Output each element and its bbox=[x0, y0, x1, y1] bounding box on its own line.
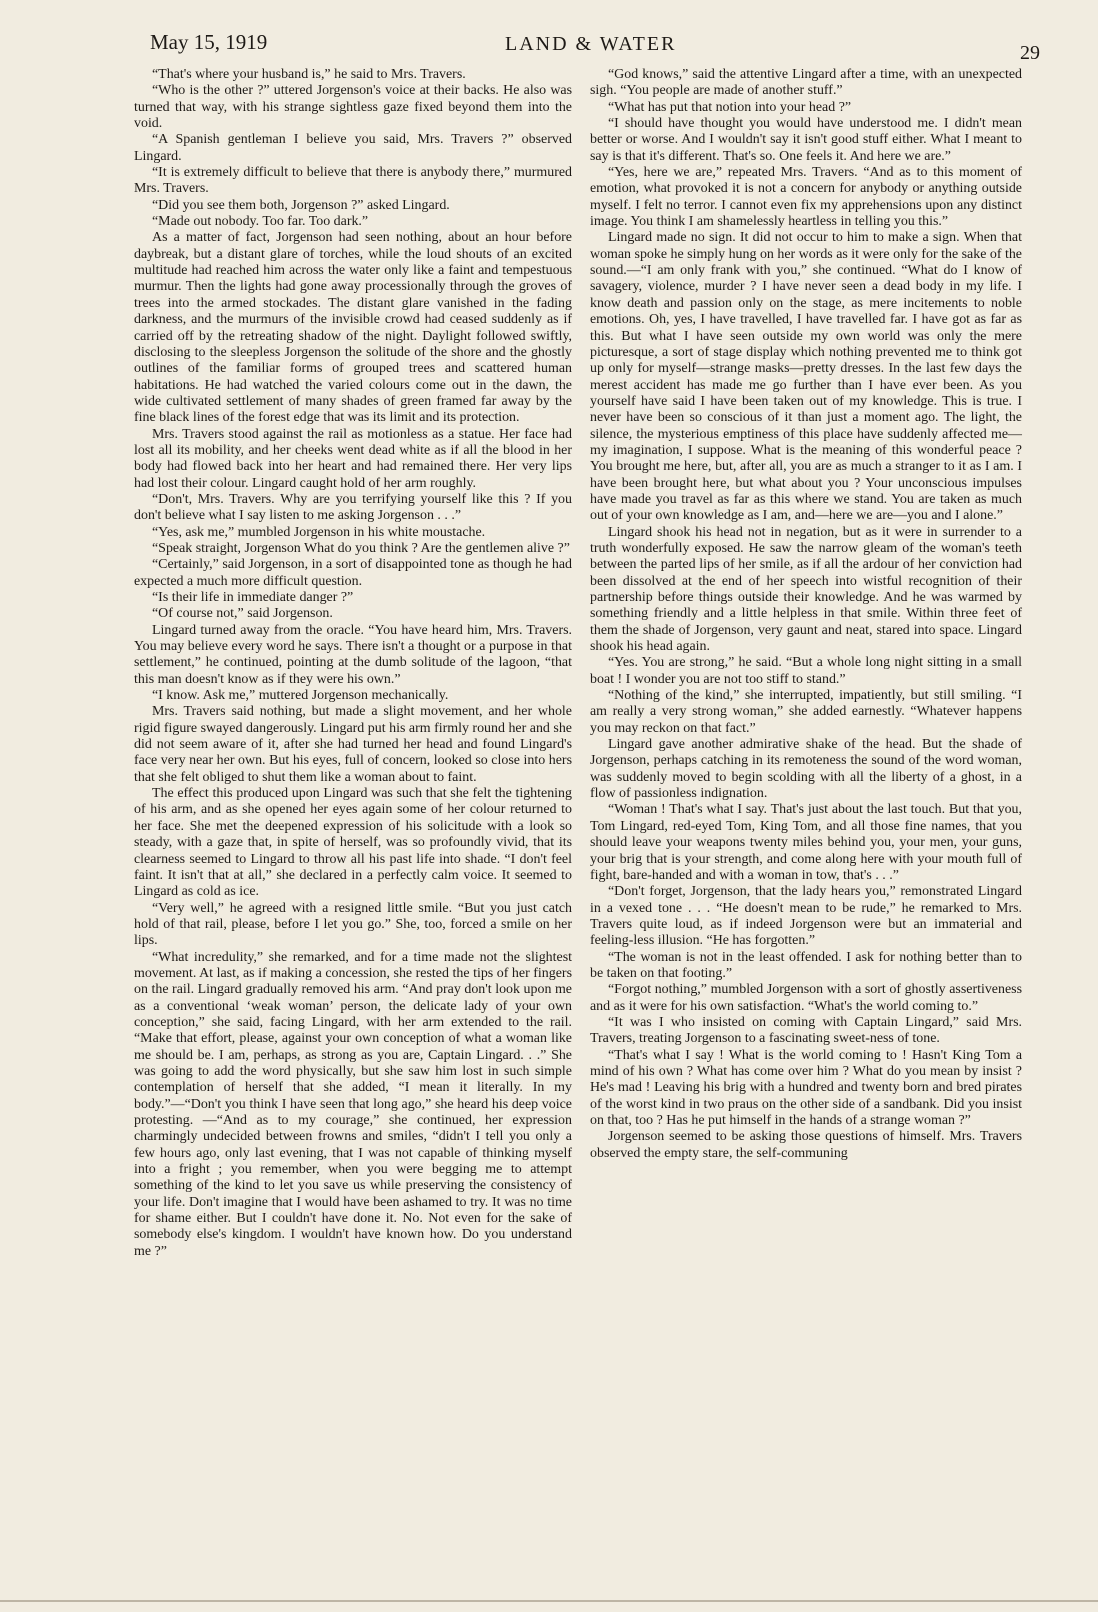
issue-date: May 15, 1919 bbox=[150, 30, 268, 54]
paragraph: “The woman is not in the least offended. I ask for nothing better than to be taken on that footing.” bbox=[590, 949, 1022, 981]
paragraph: “Very well,” he agreed with a resigned little smile. “But you just catch hold of that rail, please, before I let you go.” She, too, forced a smile on her lips. bbox=[134, 900, 572, 949]
paragraph: “I should have thought you would have understood me. I didn't mean better or worse. And I wouldn't say it isn't good stuff either. What I meant to say is that it's different. That's so. One feels it. And here we are.” bbox=[590, 116, 1022, 164]
paragraph: “It is extremely difficult to believe that there is anybody there,” murmured Mrs. Travers. bbox=[134, 165, 572, 197]
paragraph: Mrs. Travers stood against the rail as motionless as a statue. Her face had lost all its mobility, and her cheeks went dead white as if all the blood in her body had flowed back into her heart and had remained there. Her very lips had lost their colour. Lingard caught hold of her arm roughly. bbox=[134, 426, 572, 491]
right-column bbox=[590, 67, 1022, 1162]
paragraph: Lingard shook his head not in negation, but as it were in surrender to a truth wonderfully exposed. He saw the narrow gleam of the woman's teeth between the parted lips of her smile, as if all the ardour of her conviction had been dissolved at the end of her speech into wistful recognition of their partnership before things outside their knowledge. And he was warmed by something friendly and a little helpless in that smile. Within three feet of them the shade of Jorgenson, very gaunt and neat, stared into space. Lingard shook his head again. bbox=[590, 524, 1022, 655]
paragraph: Jorgenson seemed to be asking those questions of himself. Mrs. Travers observed the empty stare, the self-communing bbox=[590, 1129, 1022, 1161]
paragraph: “Of course not,” said Jorgenson. bbox=[152, 606, 333, 622]
paragraph: “Don't forget, Jorgenson, that the lady hears you,” remonstrated Lingard in a vexed tone . . . “He doesn't mean to be rude,” he remarked to Mrs. Travers quite loud, as if indeed Jorgenson were but an immaterial and feeling-less illusion. “He has forgotten.” bbox=[590, 884, 1022, 949]
paragraph: “It was I who insisted on coming with Captain Lingard,” said Mrs. Travers, treating Jorgenson to a fascinating sweet-ness of tone. bbox=[590, 1014, 1022, 1047]
paragraph: “Yes, ask me,” mumbled Jorgenson in his white moustache. bbox=[152, 524, 486, 540]
paragraph: “Nothing of the kind,” she interrupted, impatiently, but still smiling. “I am really a very strong woman,” she added earnestly. “Whatever happens you may reckon on that fact.” bbox=[590, 688, 1022, 736]
paragraph: “Is their life in immediate danger ?” bbox=[152, 590, 354, 605]
paragraph: “Don't, Mrs. Travers. Why are you terrifying yourself like this ? If you don't believe what I say listen to me asking Jorgenson . . .” bbox=[134, 491, 572, 524]
paragraph: “Did you see them both, Jorgenson ?” asked Lingard. bbox=[152, 197, 450, 213]
page-bottom-edge bbox=[0, 1600, 1098, 1602]
paragraph: “What has put that notion into your head ?” bbox=[608, 99, 852, 115]
paragraph: “What incredulity,” she remarked, and for a time made not the slightest movement. At last, as if making a concession, she rested the tips of her fingers on the rail. Lingard gradually removed his arm. “And pray don't look upon me as a conventional ‘weak woman’ person, the delicate lady of your own conception,” she said, facing Lingard, with her arm extended to the rail. “Make that effort, please, against your own conception of what a woman like me should be. I am, perhaps, as strong as you are, Captain Lingard. . .” She was going to add the word physically, but she saw him lost in such simple contemplation of herself that she added, “I mean it literally. In my body.”—“Don't you think I have seen that long ago,” she heard his deep voice protesting. —“And as to my courage,” she continued, her expression charmingly undecided between frowns and smiles, “didn't I tell you only a few hours ago, only last evening, that I was not capable of thinking myself into a fright ; you remember, when you were begging me to attempt something of the kind to let you save us while preserving the consistency of your life. Don't imagine that I would have been ashamed to try. It was no time for shame either. But I couldn't have done it. No. Not even for the sake of somebody else's kingdom. I wouldn't have known how. Do you understand me ?” bbox=[134, 949, 572, 1259]
paragraph: Lingard made no sign. It did not occur to him to make a sign. When that woman spoke he simply hung on her words as it were only for the sake of the sound.—“I am only frank with you,” she continued. “What do I know of savagery, violence, murder ? I have never seen a dead body in my life. I know death and passion only on the stage, as mere incitements to noble emotions. Oh, yes, I have travelled, I have travelled far. I have got as far as this. But what I have seen outside my own world was only the mere picturesque, a sort of stage display which nothing prevented me to think got up only for myself—strange masks—pretty dresses. In the last few days the merest accident has made me go further than I have ever been. As you yourself have said I have been taken out of my knowledge. This is true. I never have been so conscious of it than just a moment ago. The light, the silence, the mysterious emptiness of this place have suddenly affected me—my imagination, I suppose. What is the meaning of this wonderful peace ? You brought me here, but, after all, you are as much a stranger to it as I am. I have been brought here, but what about you ? Your unconscious impulses have made you travel as far as this where we stand. You are taken as much out of your own knowledge as I am, and—here we are—you and I alone.” bbox=[590, 230, 1022, 524]
paragraph: “Speak straight, Jorgenson What do you think ? Are the gentlemen alive ?” bbox=[152, 540, 570, 556]
paragraph: Lingard gave another admirative shake of the head. But the shade of Jorgenson, perhaps catching in its remoteness the sound of the word woman, was suddenly moved to begin scolding with all the liberty of a ghost, in a flow of passionless indignation. bbox=[590, 737, 1022, 802]
paragraph: “Certainly,” said Jorgenson, in a sort of disappointed tone as though he had expected a much more difficult question. bbox=[134, 557, 572, 589]
left-column bbox=[134, 67, 572, 1260]
page-header bbox=[140, 30, 1040, 64]
paragraph: “Woman ! That's what I say. That's just about the last touch. But that you, Tom Lingard, red-eyed Tom, King Tom, and all those fine names, that you should leave your weapons twenty miles behind you, your men, your guns, your brig that is your strength, and come along here with your mouth full of fight, bare-handed and with a woman in tow, that's . . .” bbox=[590, 802, 1022, 883]
paragraph: Lingard turned away from the oracle. “You have heard him, Mrs. Travers. You may believe every word he says. There isn't a thought or a purpose in that settlement,” he continued, pointing at the dumb solitude of the lagoon, “that this man doesn't know as if they were his own.” bbox=[134, 622, 572, 687]
paragraph: The effect this produced upon Lingard was such that she felt the tightening of his arm, and as she opened her eyes again some of her colour returned to her face. She met the deepened expression of his solicitude with a look so steady, with a gaze that, in spite of herself, was so profoundly vivid, that its clearness seemed to Lingard to throw all his past life into shade. “I don't feel faint. It isn't that at all,” she declared in a perfectly calm voice. It seemed to Lingard as cold as ice. bbox=[134, 786, 572, 900]
paragraph: Mrs. Travers said nothing, but made a slight movement, and her whole rigid figure swayed dangerously. Lingard put his arm firmly round her and she did not seem aware of it, after she had turned her head and found Lingard's face very near her own. But his eyes, full of concern, looked so close into hers that she felt obliged to shut them like a woman about to faint. bbox=[134, 704, 572, 785]
paragraph: “I know. Ask me,” muttered Jorgenson mechanically. bbox=[152, 688, 449, 704]
paragraph: “God knows,” said the attentive Lingard after a time, with an unexpected sigh. “You people are made of another stuff.” bbox=[590, 67, 1022, 99]
page-number: 29 bbox=[1020, 42, 1040, 64]
paragraph: As a matter of fact, Jorgenson had seen nothing, about an hour before daybreak, but a distant glare of torches, while the loud shouts of an excited multitude had reached him across the water only like a faint and tempestuous murmur. Then the lights had gone away processionally through the groves of trees into the armed stockades. The distant glare vanished in the fading darkness, and the murmurs of the invisible crowd had ceased suddenly as if carried off by the retreating shadow of the night. Daylight followed swiftly, disclosing to the sleepless Jorgenson the solitude of the shore and the ghostly outlines of the familiar forms of grouped trees and scattered human habitations. He had watched the varied colours come out in the dawn, the wide cultivated settlement of many shades of green framed far away by the fine black lines of the forest edge that was its limit and its protection. bbox=[134, 230, 572, 426]
paragraph: “Yes. You are strong,” he said. “But a whole long night sitting in a small boat ! I wonder you are not too stiff to stand.” bbox=[590, 655, 1022, 687]
paragraph: “Who is the other ?” uttered Jorgenson's voice at their backs. He also was turned that way, with his strange sightless gaze fixed beyond them into the void. bbox=[134, 83, 572, 132]
paragraph: “Forgot nothing,” mumbled Jorgenson with a sort of ghostly assertiveness and as it were for his own satisfaction. “What's the world coming to.” bbox=[590, 982, 1022, 1014]
paragraph: “Yes, here we are,” repeated Mrs. Travers. “And as to this moment of emotion, what provoked it is not a concern for anybody or anything outside myself. I felt no terror. I cannot even fix my apprehensions upon any distinct image. You think I am shamelessly heartless in telling you this.” bbox=[590, 165, 1022, 230]
paragraph: “That's what I say ! What is the world coming to ! Hasn't King Tom a mind of his own ? What has come over him ? What do you mean by insist ? He's mad ! Leaving his brig with a hundred and twenty born and bred pirates of the worst kind in two praus on the other side of a sandbank. Did you insist on that, too ? Has he put himself in the hands of a strange woman ?” bbox=[590, 1047, 1022, 1128]
paragraph: “A Spanish gentleman I believe you said, Mrs. Travers ?” observed Lingard. bbox=[134, 132, 572, 164]
masthead: LAND & WATER bbox=[505, 33, 677, 55]
paragraph: “That's where your husband is,” he said to Mrs. Travers. bbox=[152, 67, 466, 82]
paragraph: “Made out nobody. Too far. Too dark.” bbox=[152, 214, 369, 230]
